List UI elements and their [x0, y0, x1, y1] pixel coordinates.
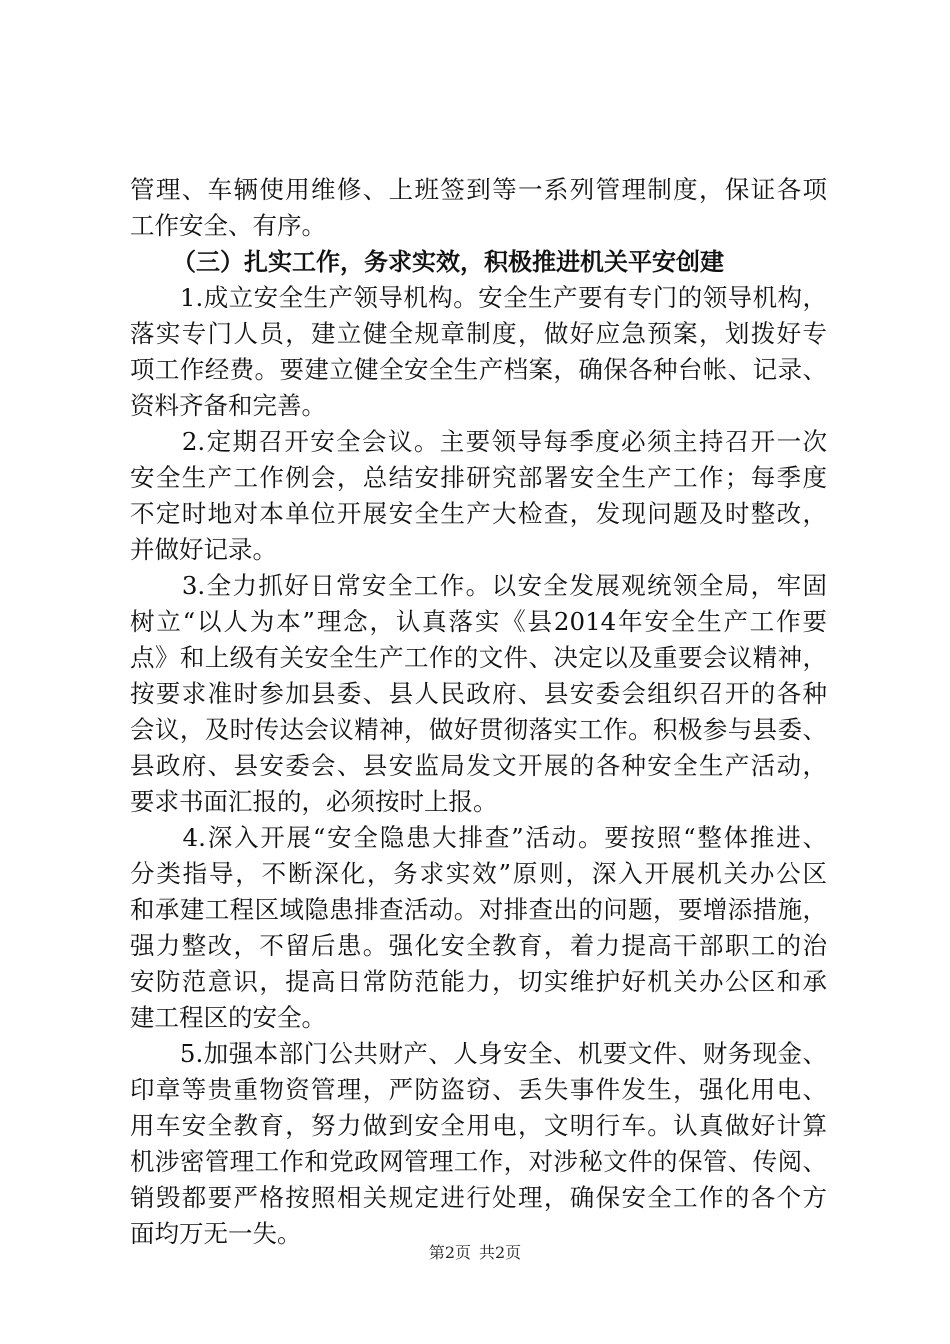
text-line: 并做好记录。: [130, 535, 277, 564]
text-line: 按要求准时参加县委、县人民政府、县安委会组织召开的各种: [130, 679, 827, 708]
text-line: 项工作经费。要建立健全安全生产档案，确保各种台帐、记录、: [130, 355, 827, 384]
text-line: 不定时地对本单位开展安全生产大检查，发现问题及时整改，: [130, 499, 827, 528]
text-line: 要求书面汇报的，必须按时上报。: [130, 787, 498, 816]
text-line: 用车安全教育，努力做到安全用电，文明行车。认真做好计算: [130, 1111, 827, 1140]
text-line: 树立“以人为本”理念，认真落实《县2014年安全生产工作要: [130, 607, 827, 636]
text-line: 销毁都要严格按照相关规定进行处理，确保安全工作的各个方: [130, 1183, 827, 1212]
text-line: 分类指导，不断深化，务求实效”原则，深入开展机关办公区: [130, 859, 827, 888]
text-line: 建工程区的安全。: [130, 1003, 326, 1032]
text-line: 机涉密管理工作和党政网管理工作，对涉秘文件的保管、传阅、: [130, 1147, 827, 1176]
text-line: 2.定期召开安全会议。主要领导每季度必须主持召开一次: [130, 427, 827, 456]
text-line: 5.加强本部门公共财产、人身安全、机要文件、财务现金、: [130, 1039, 827, 1068]
text-line: 点》和上级有关安全生产工作的文件、决定以及重要会议精神，: [130, 643, 827, 672]
text-line: 会议，及时传达会议精神，做好贯彻落实工作。积极参与县委、: [130, 715, 827, 744]
text-line: 和承建工程区域隐患排查活动。对排查出的问题，要增添措施，: [130, 895, 827, 924]
text-line: 面均万无一失。: [130, 1219, 302, 1248]
text-line: 资料齐备和完善。: [130, 391, 326, 420]
text-line: 安全生产工作例会，总结安排研究部署安全生产工作；每季度: [130, 463, 827, 492]
page-total: 共2页: [479, 1243, 522, 1262]
page-number: 第2页: [428, 1243, 471, 1262]
section-heading: （三）扎实工作，务求实效，积极推进机关平安创建: [172, 248, 724, 276]
text-line: 落实专门人员，建立健全规章制度，做好应急预案，划拨好专: [130, 319, 827, 348]
text-line: 工作安全、有序。: [130, 211, 326, 240]
text-line: 安防范意识，提高日常防范能力，切实维护好机关办公区和承: [130, 967, 827, 996]
text-line: 4.深入开展“安全隐患大排查”活动。要按照“整体推进、: [130, 823, 827, 852]
text-line: 县政府、县安委会、县安监局发文开展的各种安全生产活动，: [130, 751, 827, 780]
text-line: 管理、车辆使用维修、上班签到等一系列管理制度，保证各项: [130, 175, 827, 204]
text-line: 印章等贵重物资管理，严防盗窃、丢失事件发生，强化用电、: [130, 1075, 827, 1104]
text-line: 强力整改，不留后患。强化安全教育，着力提高干部职工的治: [130, 931, 827, 960]
text-line: 1.成立安全生产领导机构。安全生产要有专门的领导机构，: [130, 283, 827, 312]
text-line: 3.全力抓好日常安全工作。以安全发展观统领全局，牢固: [130, 571, 827, 600]
document-body: [130, 172, 827, 1252]
page-footer: [0, 1240, 950, 1263]
